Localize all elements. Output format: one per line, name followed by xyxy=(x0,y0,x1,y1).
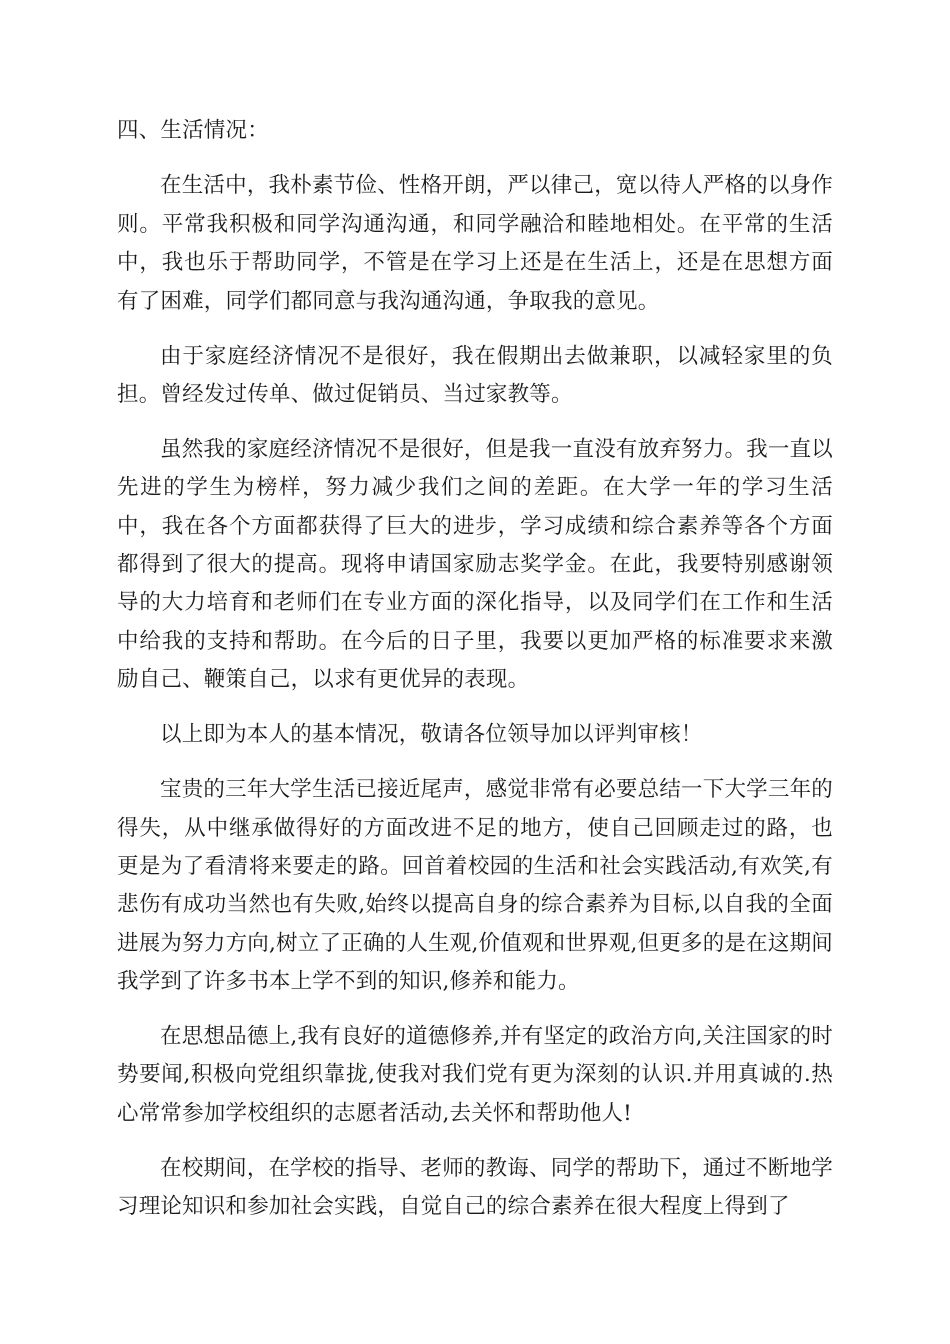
paragraph-daily-life: 在生活中，我朴素节俭、性格开朗，严以律己，宽以待人严格的以身作则。平常我积极和同学沟通沟通，和同学融洽和睦地相处。在平常的生活中，我也乐于帮助同学，不管是在学习上还是在生活上，还是在思想方面有了困难，同学们都同意与我沟通沟通，争取我的意见。 xyxy=(117,173,833,314)
paragraph-school-period: 在校期间，在学校的指导、老师的教诲、同学的帮助下，通过不断地学习理论知识和参加社会实践，自觉自己的综合素养在很大程度上得到了 xyxy=(117,1155,833,1220)
document-body xyxy=(117,112,833,1227)
paragraph-effort-and-thanks: 虽然我的家庭经济情况不是很好，但是我一直没有放弃努力。我一直以先进的学生为榜样，努力减少我们之间的差距。在大学一年的学习生活中，我在各个方面都获得了巨大的进步，学习成绩和综合素养等各个方面都得到了很大的提高。现将申请国家励志奖学金。在此，我要特别感谢领导的大力培育和老师们在专业方面的深化指导，以及同学们在工作和生活中给我的支持和帮助。在今后的日子里，我要以更加严格的标准要求来激励自己、鞭策自己，以求有更优异的表现。 xyxy=(117,436,833,693)
paragraph-three-year-summary: 宝贵的三年大学生活已接近尾声，感觉非常有必要总结一下大学三年的得失，从中继承做得好的方面改进不足的地方，使自己回顾走过的路，也更是为了看清将来要走的路。回首着校园的生活和社会实践活动,有欢笑,有悲伤有成功当然也有失败,始终以提高自身的综合素养为目标,以自我的全面进展为努力方向,树立了正确的人生观,价值观和世界观,但更多的是在这期间我学到了许多书本上学不到的知识,修养和能力。 xyxy=(117,777,833,995)
section-heading: 四、生活情况： xyxy=(117,118,269,143)
paragraph-moral-character: 在思想品德上,我有良好的道德修养,并有坚定的政治方向,关注国家的时势要闻,积极向党组织靠拢,使我对我们党有更为深刻的认识.并用真诚的.热心常常参加学校组织的志愿者活动,去关怀和帮助他人! xyxy=(117,1024,833,1126)
paragraph-request-review: 以上即为本人的基本情况，敬请各位领导加以评判审核！ xyxy=(160,722,703,748)
paragraph-part-time-work: 由于家庭经济情况不是很好，我在假期出去做兼职，以减轻家里的负担。曾经发过传单、做过促销员、当过家教等。 xyxy=(117,343,833,407)
